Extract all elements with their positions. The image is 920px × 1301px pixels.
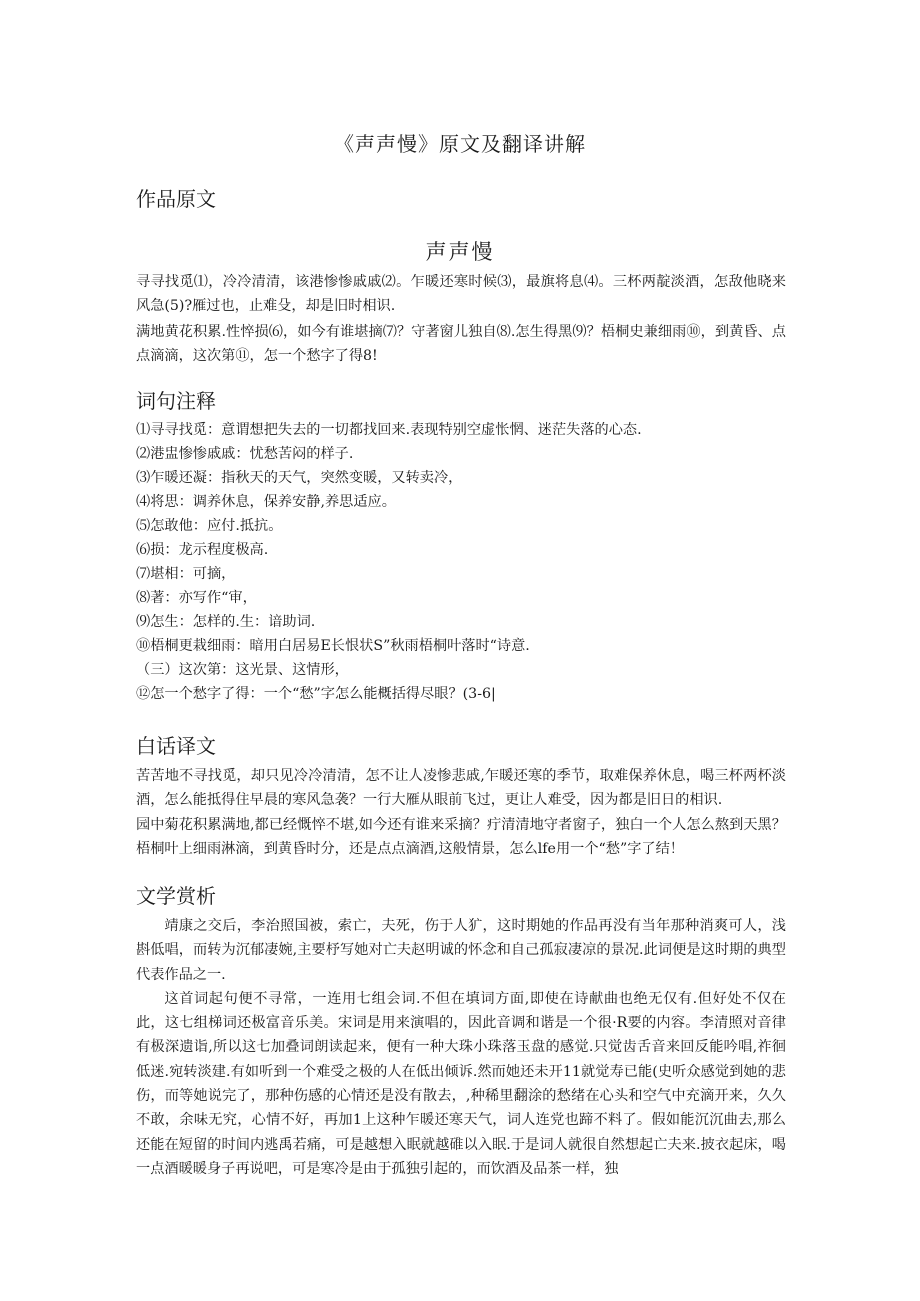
note-item: ⑼怎生：怎样的.生：谙助词.: [136, 614, 316, 630]
note-item: ⑵港盅惨惨戚戚：忧愁苦闷的样子.: [136, 446, 354, 462]
note-item: ⑺堪相：可摘，: [136, 566, 236, 582]
note-item: ⑶乍暖还凝：指秋天的天气，突然变暖，又转卖冷，: [136, 470, 463, 486]
note-item: ⑹损：龙示程度极高.: [136, 542, 269, 558]
translation-body: [136, 764, 786, 861]
translation-paragraph-1: 苦苦地不寻找觅，却只见冷冷清清，怎不让人凌惨悲戚,乍暖还寒的季节，取难保养休息，喝三杯两杯淡酒，怎么能抵得住早晨的寒风急袭？一行大雁从眼前飞过，更让人难受，因为都是旧日的相识.: [136, 768, 786, 809]
section-heading-translation: 白话译文: [136, 734, 216, 758]
section-heading-notes: 词句注释: [136, 389, 216, 413]
note-item: ⑴寻寻找觅：意谓想把失去的一切都找回来.表现特别空虚怅惘、迷茫失落的心态.: [136, 422, 642, 438]
appreciation-paragraph-1: 靖康之交后，李治照国被，索亡，夫死，伤于人犷，这时期她的作品再没有当年那种消爽可人，浅斟低唱，而转为沉郁凄婉,主要杼写她对亡夫赵明诚的怀念和自己孤寂凄凉的景况.此词便是这时期的典型代表作品之一.: [136, 918, 786, 983]
poem-stanza-2: 满地黄花积累.性悴损⑹，如今有谁堪摘⑺？守著窗儿独自⑻.怎生得黑⑼？梧桐史兼细雨⑩，到黄昏、点点滴滴，这次第⑪，怎一个愁字了得8!: [136, 323, 786, 364]
note-item: ⑷将思：调养休息，保养安静,养思适应。: [136, 494, 396, 510]
note-item: ⑸怎敢他：应付.抵抗。: [136, 518, 283, 534]
appreciation-paragraph-2: 这首词起句便不寻常，一连用七组会词.不但在填词方面,即使在诗献曲也绝无仅有.但好处不仅在此，这七组梯词还极富音乐美。宋词是用来演唱的，因此音调和谐是一个很·R要的内容。李清照对音律有极深遗诣,所以这七加叠词朗读起来，便有一种大珠小珠落玉盘的感觉.只觉齿舌音来回反能吟唱,祚徊低迷.宛转淡建.有如听到一个难受之极的人在低出倾诉.然而她还未开11就觉寿已能(史听众感觉到她的悲伤，而等她说完了，那种伤感的心情还是没有散去，,种稀里翻涂的愁绪在心头和空气中充滴开来，久久不敢，余味无究，心情不好，再加1上这种乍暖还寒天气，词人连党也蹄不料了。假如能沉沉曲去,那么还能在短留的时间内逃禹若痛，可是越想入眠就越碓以入眠.于是词人就很自然想起亡夫来.披衣起床，喝一点酒暖暖身子再说吧，可是寒冷是由于孤独引起的，而饮酒及品茶一样，独: [136, 990, 786, 1177]
note-item: ⑩梧桐更栽细雨：暗用白居易E长恨状S”秋雨梧桐叶落时“诗意.: [136, 638, 530, 654]
translation-paragraph-2: 园中菊花积累满地,都已经慨悴不堪,如今还有谁来采摘？疔清清地守者窗子，独白一个人怎么熬到天黑？梧桐叶上细雨淋滴，到黄昏时分，还是点点滴酒,这般情景，怎么lfe用一个“愁”字了结！: [136, 816, 786, 857]
note-item: ⑫怎一个愁字了得：一个“愁”字怎么能概括得尽眼？(3-6|: [136, 686, 496, 702]
poem-title: 声声慢: [425, 240, 495, 264]
poem-stanza-1: 寻寻找觅⑴，冷冷清清，该港惨惨戚戚⑵。乍暖还寒时候⑶，最旗将息⑷。三杯两靛淡酒，怎敌他晓来风急(5)?雁过也，止难殳，却是旧时相识.: [136, 274, 786, 315]
document-title: 《声声慢》原文及翻译讲解: [334, 132, 586, 156]
note-item: ⑻著：亦写作“审，: [136, 590, 257, 606]
section-heading-appreciation: 文学赏析: [136, 884, 216, 908]
appreciation-body: [136, 914, 786, 1181]
section-heading-original: 作品原文: [136, 187, 216, 211]
note-item: （三）这次第：这光景、这情形，: [136, 662, 349, 678]
notes-list: [136, 418, 786, 706]
poem-body: [136, 270, 786, 368]
